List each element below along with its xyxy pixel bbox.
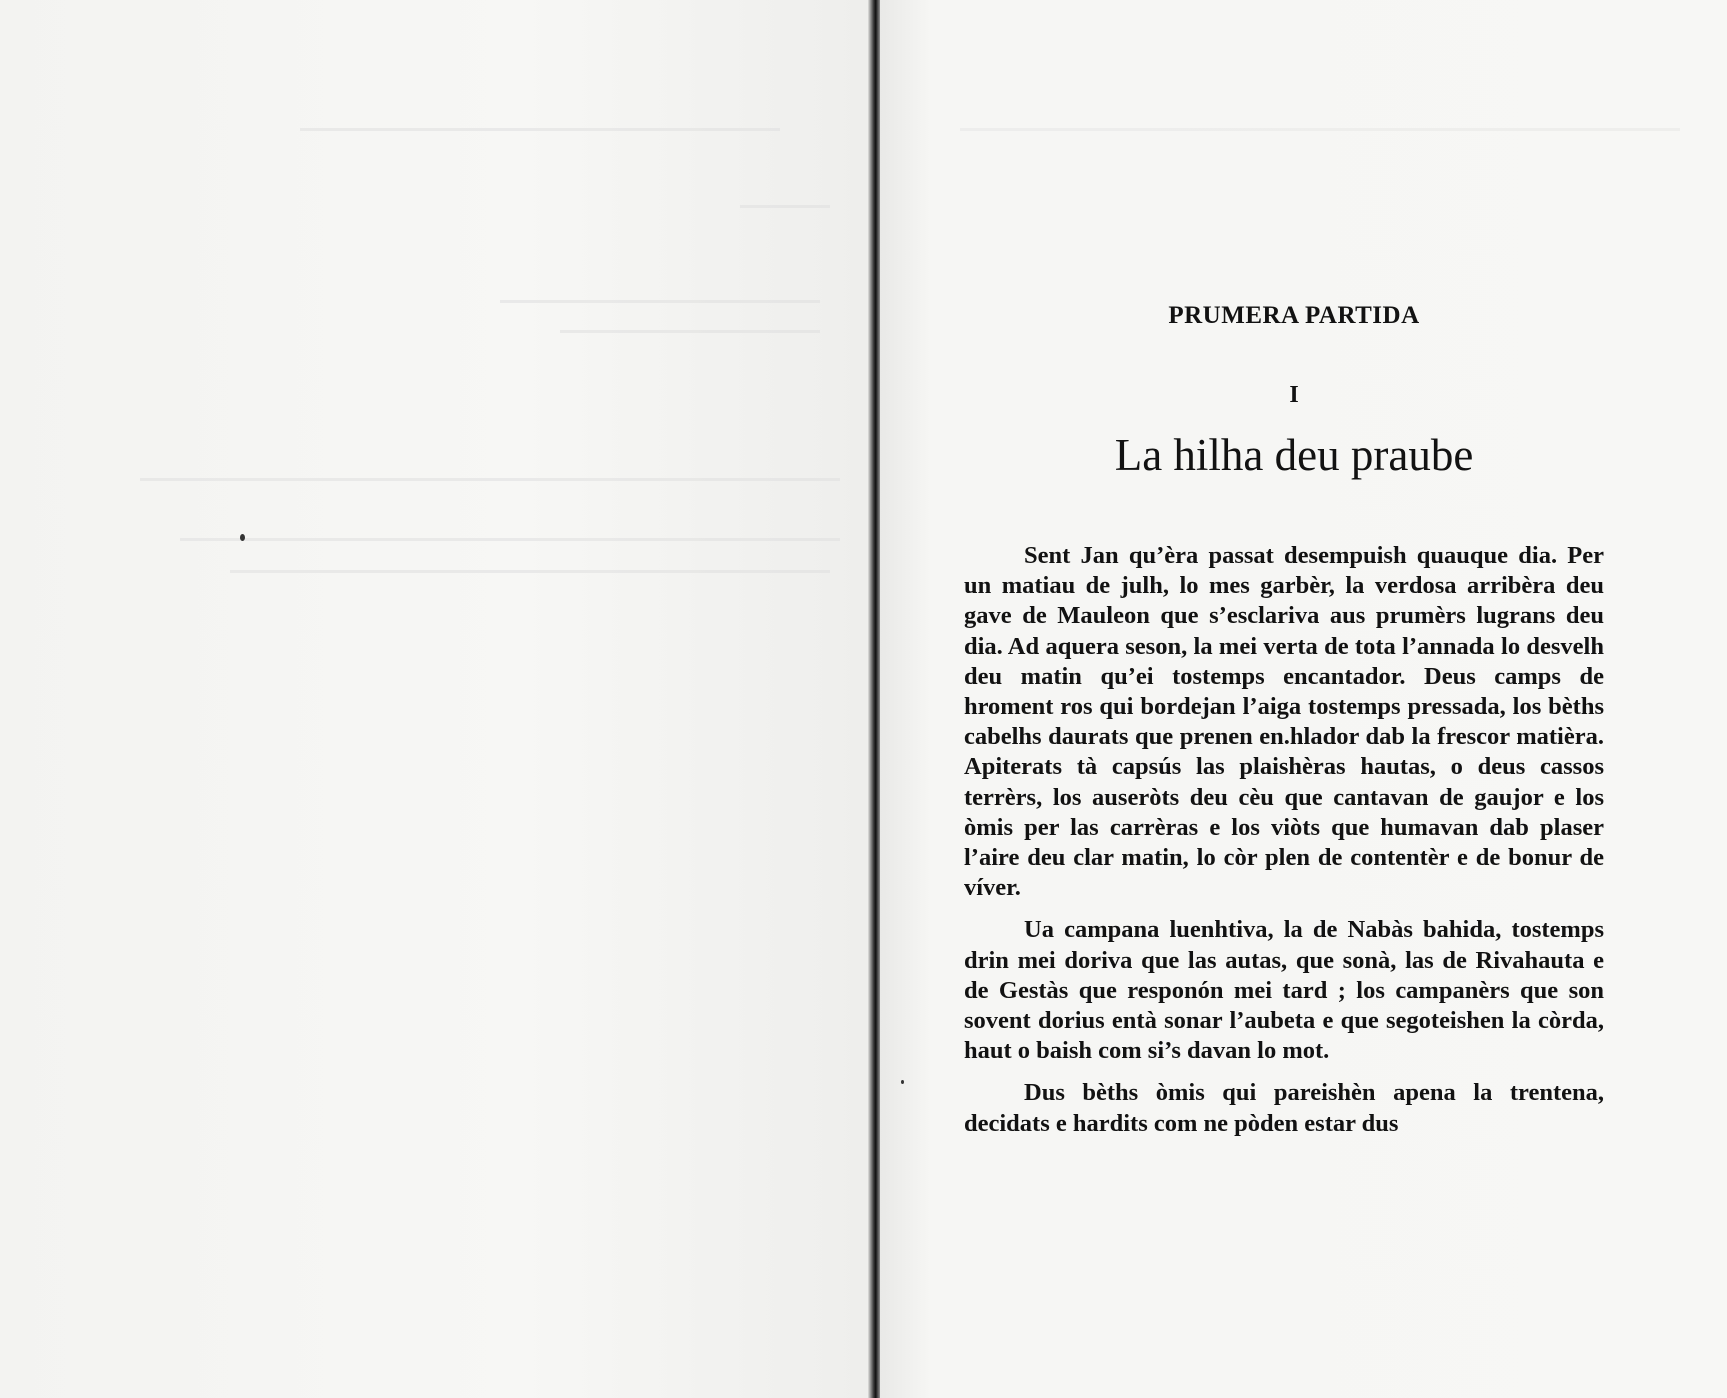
show-through-line: [960, 128, 1680, 131]
body-text: [964, 541, 1604, 1139]
paragraph: Dus bèths òmis qui pareishèn apena la trentena, decidats e hardits com ne pòden estar dus: [964, 1079, 1604, 1137]
show-through-line: [560, 330, 820, 333]
chapter-number: I: [1289, 382, 1299, 408]
show-through-line: [180, 538, 840, 541]
show-through-line: [500, 300, 820, 303]
paragraph: Sent Jan qu’èra passat desempuish quauque dia. Per un matiau de julh, lo mes garbèr, la verdosa arribèra deu gave de Mauleon que s’esclariva aus prumèrs lugrans deu dia. Ad aquera seson, la mei verta de tota l’annada lo desvelh deu matin qu’ei tostemps encantador. Deus camps de hroment ros qui bordejan l’aiga tostemps pressada, los bèths cabelhs daurats que prenen en.hlador dab la frescor matièra. Apiterats tà capsús las plaishèras hautas, o deus cassos terrèrs, los auseròts deu cèu que cantavan de gaujor e los òmis per las carrèras e los viòts que humavan dab plaser l’aire deu clar matin, lo còr plen de contentèr e de bonur de víver.: [964, 542, 1604, 902]
right-page-text: [964, 290, 1604, 1151]
paragraph: Ua campana luenhtiva, la de Nabàs bahida, tostemps drin mei doriva que las autas, que sonà, las de Rivahauta e de Gestàs que responón mei tard ; los campanèrs que son sovent dorius entà sonar l’aubeta e que segoteishen la còrda, haut o baish com si’s davan lo mot.: [964, 916, 1604, 1065]
ink-speck: [240, 534, 245, 541]
chapter-title: La hilha deu praube: [1114, 430, 1474, 480]
show-through-line: [300, 128, 780, 131]
show-through-line: [230, 570, 830, 573]
ink-speck: [901, 1080, 904, 1084]
show-through-line: [740, 205, 830, 208]
part-title: PRUMERA PARTIDA: [1168, 302, 1420, 329]
show-through-line: [140, 478, 840, 481]
